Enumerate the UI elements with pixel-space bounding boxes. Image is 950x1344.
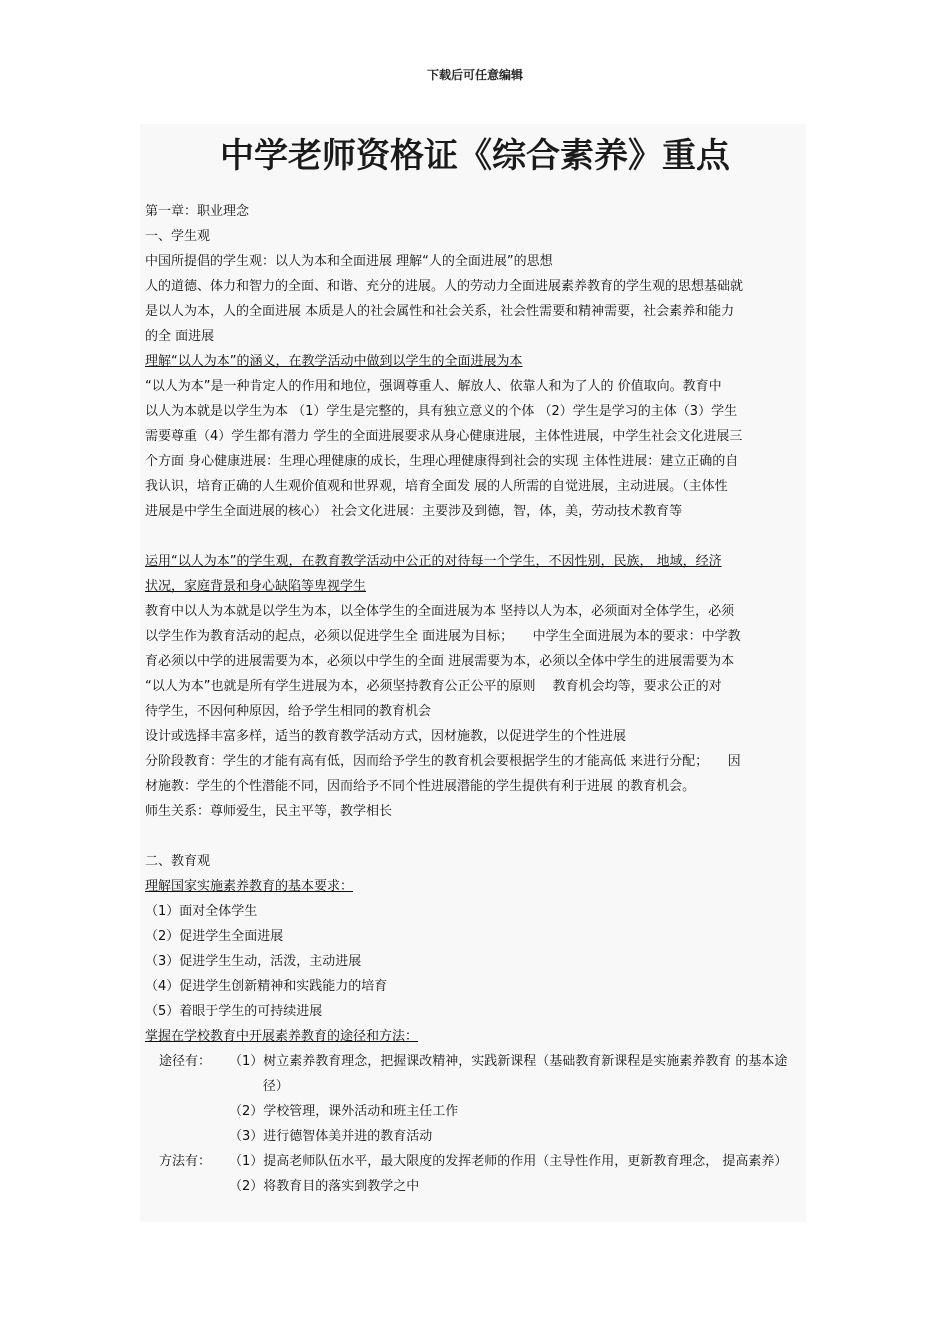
section-heading: 二、教育观 bbox=[145, 854, 211, 869]
requirement-item: （2）促进学生全面进展 bbox=[145, 929, 284, 944]
paragraph-line: 材施教：学生的个性潜能不同，因而给予不同个性进展潜能的学生提供有利于进展 的教育机会。 bbox=[145, 779, 696, 794]
route-item: （1）树立素养教育理念，把握课改精神，实践新课程（基础教育新课程是实施素养教育 的基本途径） bbox=[229, 1054, 788, 1094]
route-row bbox=[145, 1049, 805, 1099]
route-item: （2）学校管理，课外活动和班主任工作 bbox=[229, 1104, 459, 1119]
paragraph-line: 待学生，不因何种原因，给予学生相同的教育机会 bbox=[145, 704, 432, 719]
blank-line bbox=[145, 524, 805, 549]
paragraph-line: 以学生作为教育活动的起点，必须以促进学生全 面进展为目标； 中学生全面进展为本的要求：中学教 bbox=[145, 629, 741, 644]
paragraph-line: 分阶段教育：学生的才能有高有低，因而给予学生的教育机会要根据学生的才能高低 来进行分配； 因 bbox=[145, 754, 741, 769]
paragraph-line: 的全 面进展 bbox=[145, 329, 215, 344]
paragraph-line: 设计或选择丰富多样，适当的教育教学活动方式，因材施教，以促进学生的个性进展 bbox=[145, 729, 627, 744]
underlined-heading: 状况，家庭背景和身心缺陷等卑视学生 bbox=[145, 579, 367, 594]
requirement-item: （3）促进学生生动，活泼，主动进展 bbox=[145, 954, 362, 969]
requirement-item: （5）着眼于学生的可持续进展 bbox=[145, 1004, 323, 1019]
paragraph-line: 我认识，培育正确的人生观价值观和世界观，培育全面发 展的人所需的自觉进展，主动进展。（主体性 bbox=[145, 479, 728, 494]
paragraph-line: 是以人为本，人的全面进展 本质是人的社会属性和社会关系，社会性需要和精神需要，社会素养和能力 bbox=[145, 304, 735, 319]
paragraph-line: 需要尊重（4）学生都有潜力 学生的全面进展要求从身心健康进展，主体性进展，中学生社会文化进展三 bbox=[145, 429, 743, 444]
chapter-heading: 第一章：职业理念 bbox=[145, 204, 250, 219]
route-item: （3）进行德智体美并进的教育活动 bbox=[229, 1129, 433, 1144]
page-header: 下载后可任意编辑 bbox=[426, 68, 523, 82]
underlined-heading: 掌握在学校教育中开展素养教育的途径和方法： bbox=[145, 1029, 419, 1044]
document-title: 中学老师资格证《综合素养》重点 bbox=[220, 136, 730, 176]
requirement-item: （1）面对全体学生 bbox=[145, 904, 258, 919]
underlined-heading: 理解国家实施素养教育的基本要求： bbox=[145, 879, 354, 894]
underlined-heading: 运用“以人为本”的学生观，在教育教学活动中公正的对待每一个学生，不因性别，民族， 地域，经济 bbox=[145, 554, 722, 569]
document-body bbox=[145, 199, 805, 1199]
section-heading: 一、学生观 bbox=[145, 229, 211, 244]
method-row bbox=[145, 1149, 805, 1174]
method-label: 方法有： bbox=[159, 1154, 212, 1169]
method-item: （2）将教育目的落实到教学之中 bbox=[229, 1179, 420, 1194]
paragraph-line: 育必须以中学的进展需要为本，必须以中学生的全面 进展需要为本，必须以全体中学生的进展需要为本 bbox=[145, 654, 735, 669]
paragraph-line: 中国所提倡的学生观：以人为本和全面进展 理解“人的全面进展”的思想 bbox=[145, 254, 553, 269]
paragraph-line: “以人为本”也就是所有学生进展为本，必须坚持教育公正公平的原则 教育机会均等，要求公正的对 bbox=[145, 679, 722, 694]
route-label: 途径有： bbox=[159, 1054, 212, 1069]
paragraph-line: 教育中以人为本就是以学生为本，以全体学生的全面进展为本 坚持以人为本，必须面对全体学生，必须 bbox=[145, 604, 735, 619]
paragraph-line: 人的道德、体力和智力的全面、和谐、充分的进展。人的劳动力全面进展素养教育的学生观的思想基础就 bbox=[145, 279, 744, 294]
paragraph-line: “以人为本”是一种肯定人的作用和地位，强调尊重人、解放人、依靠人和为了人的 价值取向。教育中 bbox=[145, 379, 722, 394]
blank-line bbox=[145, 824, 805, 849]
paragraph-line: 进展是中学生全面进展的核心） 社会文化进展：主要涉及到德，智，体，美，劳动技术教育等 bbox=[145, 504, 683, 519]
paragraph-line: 以人为本就是以学生为本 （1）学生是完整的，具有独立意义的个体 （2）学生是学习的主体（3）学生 bbox=[145, 404, 738, 419]
paragraph-line: 个方面 身心健康进展：生理心理健康的成长，生理心理健康得到社会的实现 主体性进展：建立正确的自 bbox=[145, 454, 739, 469]
paragraph-line: 师生关系：尊师爱生，民主平等，教学相长 bbox=[145, 804, 393, 819]
underlined-heading: 理解“以人为本”的涵义，在教学活动中做到以学生的全面进展为本 bbox=[145, 354, 523, 369]
method-item: （1）提高老师队伍水平，最大限度的发挥老师的作用（主导性作用，更新教育理念， 提高素养） bbox=[229, 1154, 788, 1169]
requirement-item: （4）促进学生创新精神和实践能力的培育 bbox=[145, 979, 388, 994]
